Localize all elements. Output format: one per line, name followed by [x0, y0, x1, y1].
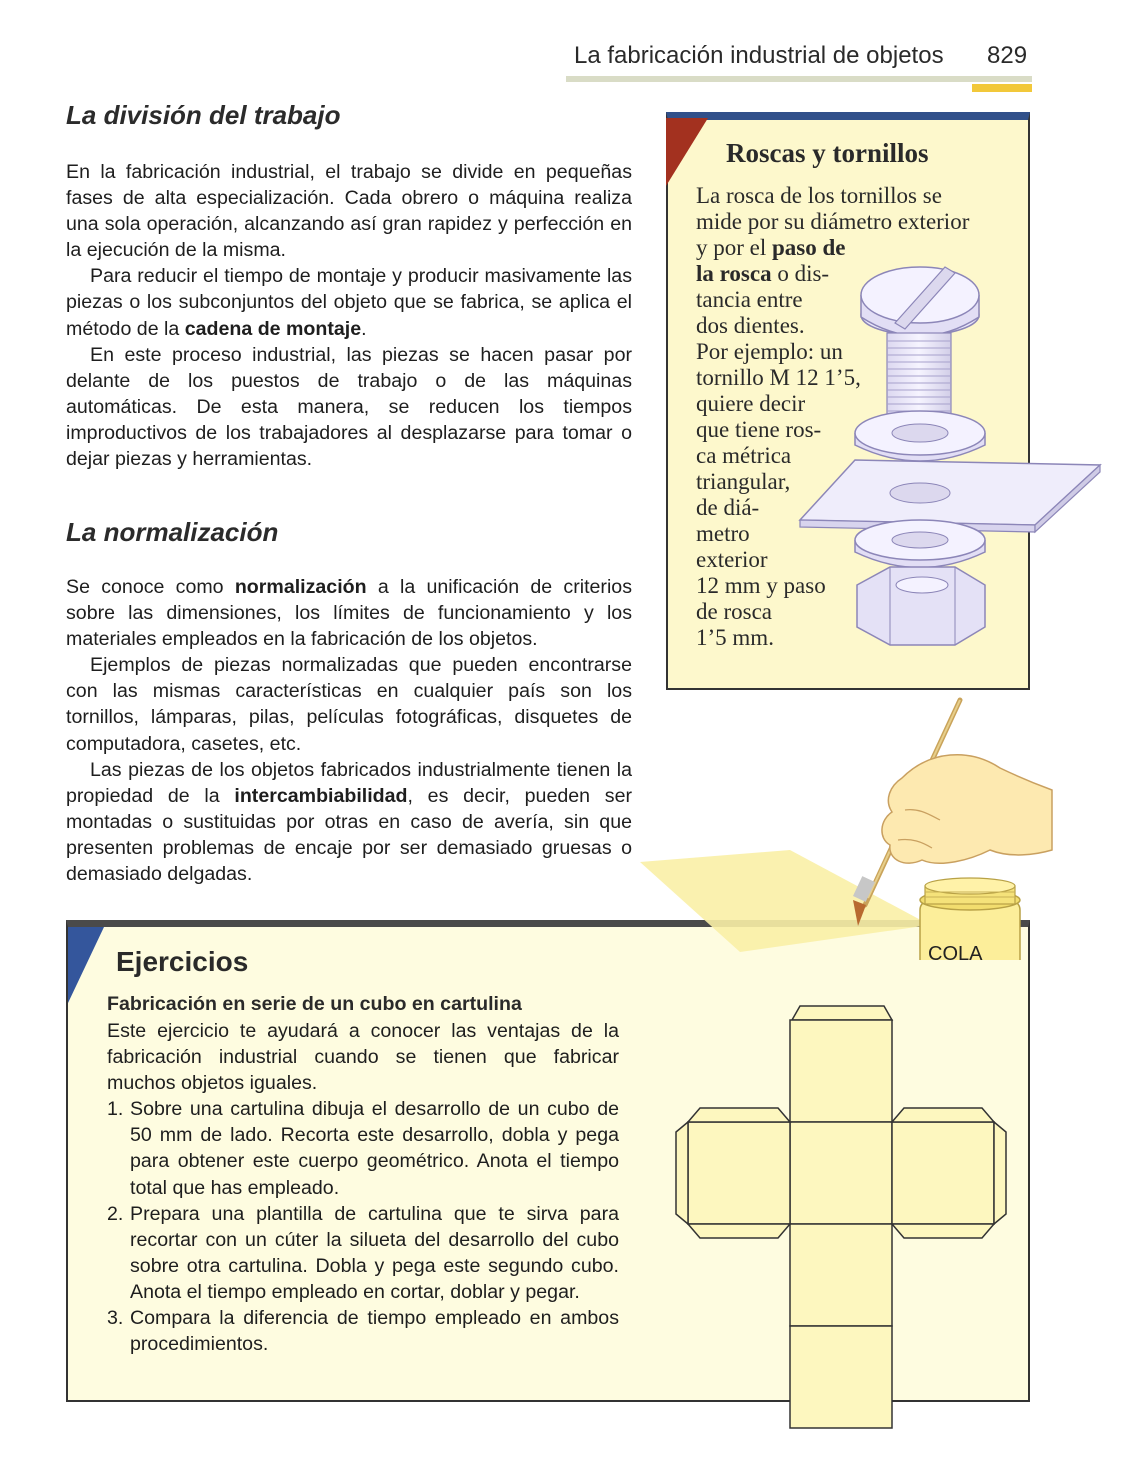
box-corner-blue: [68, 927, 108, 1005]
division-paragraph-1: En la fabricación industrial, el trabajo se divide en pequeñas fases de alta especialización. Cada obrero o máquina realiza una sola operación, alcanzando así gran rapidez y perfección en la ejecución de la misma.: [66, 161, 632, 262]
roscas-line: ca métrica: [696, 443, 792, 468]
roscas-line: que tiene ros-: [696, 417, 822, 442]
header-rule: [566, 76, 1032, 82]
roscas-line: Por ejemplo: un: [696, 339, 843, 364]
page-number: 829: [987, 42, 1028, 69]
roscas-line: 1’5 mm.: [696, 625, 774, 650]
roscas-line: La rosca de los tornillos se: [696, 183, 942, 208]
running-header-title: La fabricación industrial de objetos: [574, 42, 944, 69]
roscas-line: mide por su diámetro exterior: [696, 209, 970, 234]
roscas-line: la rosca o dis-: [696, 261, 830, 286]
roscas-line: quiere decir: [696, 391, 806, 416]
box-corner-red: [666, 118, 714, 190]
ejercicios-intro: Este ejercicio te ayudará a conocer las ventajas de la fabricación industrial cuando se tienen que fabricar muchos objetos iguales.: [107, 1020, 619, 1095]
ejercicios-text: [107, 1018, 619, 1357]
term-cadena-montaje: cadena de montaje: [184, 317, 362, 340]
roscas-line: exterior: [696, 547, 768, 572]
roscas-line: dos dientes.: [696, 313, 805, 338]
list-item: 2. Prepara una plantilla de cartulina que te sirva para recortar con un cúter la silueta del desarrollo del cubo sobre otra cartulina. Dobla y pega este segundo cubo. Anota el tiempo empleado en cortar, doblar y pegar.: [107, 1202, 619, 1303]
roscas-line: triangular,: [696, 469, 791, 494]
roscas-line: metro: [696, 521, 750, 546]
roscas-title: Roscas y tornillos: [726, 138, 929, 168]
division-text: [66, 159, 632, 472]
roscas-line: 12 mm y paso: [696, 573, 826, 598]
division-paragraph-2: Para reducir el tiempo de montaje y producir masivamente las piezas o los subconjuntos del objeto que se fabrica, se aplica el método de la cadena de montaje.: [66, 265, 632, 340]
roscas-line: y por el paso de: [696, 235, 846, 260]
normalizacion-paragraph-1: Se conoce como normalización a la unificación de criterios sobre las dimensiones, los límites de funcionamiento y los materiales empleados en la fabricación de los objetos.: [66, 576, 632, 651]
cube-net-diagram: [670, 1000, 1015, 1435]
list-item: 1. Sobre una cartulina dibuja el desarrollo de un cubo de 50 mm de lado. Recorta este desarrollo, dobla y pega para obtener este cuerpo geométrico. Anota el tiempo total que has empleado.: [107, 1098, 619, 1199]
normalizacion-text: [66, 574, 632, 887]
roscas-line: de rosca: [696, 599, 772, 624]
list-item: 3. Compara la diferencia de tiempo empleado en ambos procedimientos.: [107, 1307, 619, 1356]
glue-jar-label: COLA: [928, 943, 983, 965]
term-paso-de: paso de: [772, 235, 846, 260]
ejercicios-subtitle: Fabricación en serie de un cubo en cartulina: [107, 993, 522, 1015]
roscas-line: tancia entre: [696, 287, 803, 312]
header-accent-bar: [972, 84, 1032, 92]
term-intercambiabilidad: intercambiabilidad: [234, 784, 408, 807]
roscas-line: de diá-: [696, 495, 760, 520]
heading-division-trabajo: La división del trabajo: [66, 100, 341, 130]
term-normalizacion: normalización: [234, 576, 367, 598]
division-paragraph-3: En este proceso industrial, las piezas se hacen pasar por delante de los puestos de trabajo o de las máquinas automáticas. De esta manera, se reducen los tiempos improductivos de los trabajadores al desplazarse para tomar o dejar piezas y herramientas.: [66, 343, 632, 471]
ejercicios-title: Ejercicios: [116, 946, 249, 977]
normalizacion-paragraph-3: Las piezas de los objetos fabricados industrialmente tienen la propiedad de la intercambiabilidad, es decir, pueden ser montadas o sustituidas por otras en caso de avería, sin que presenten problemas de encaje por ser demasiado gruesas o demasiado delgadas.: [66, 758, 632, 886]
roscas-line: tornillo M 12 1’5,: [696, 365, 861, 390]
ejercicios-list: [107, 1096, 619, 1357]
hand-brush-glue-illustration: [640, 690, 1070, 960]
normalizacion-paragraph-2: Ejemplos de piezas normalizadas que pueden encontrarse con las mismas características en cualquier país son los tornillos, lámparas, pilas, películas fotográficas, disquetes de computadora, casetes, etc.: [66, 654, 632, 755]
term-la-rosca: la rosca: [696, 261, 772, 286]
bolt-washer-nut-illustration: [795, 255, 1105, 655]
heading-normalizacion: La normalización: [66, 517, 279, 547]
